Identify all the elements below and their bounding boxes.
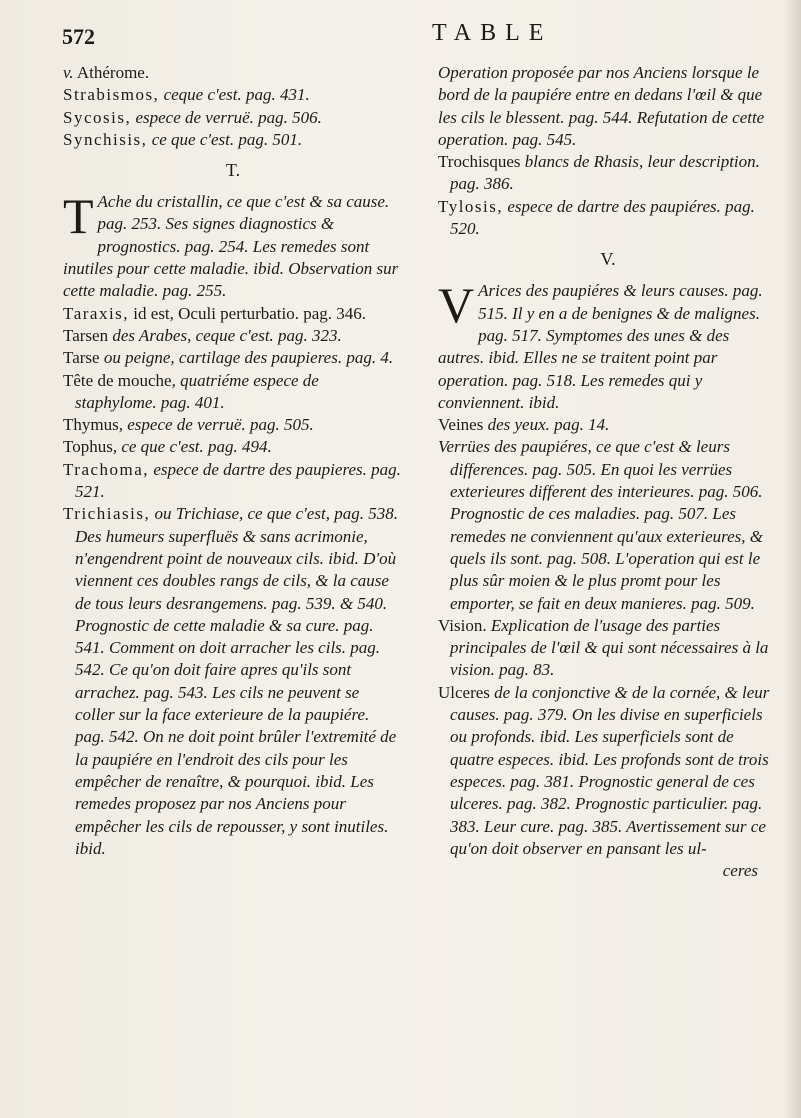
entry-text: des Arabes, ceque c'est. pag. 323. [108,325,342,345]
entry-text: Explication de l'usage des parties principales de l'œil & qui sont nécessaires à la vision. pag. 83. [450,615,769,680]
running-head [62,22,762,62]
index-entry [63,436,403,458]
index-entry [438,682,778,860]
page-number: 572 [62,24,95,49]
entry-lead: Trichiasis, [63,504,151,524]
entry-lead: Thymus [63,415,119,435]
entry-lead: Tophus [63,437,113,457]
section-letter-t: T. [225,160,241,181]
index-entry [63,503,403,860]
entry-lead: Trochisques [438,152,521,172]
entry-text: de la conjonctive & de la cornée, & leur causes. pag. 379. On les divise en superficiels ou profonds. ibid. Les superficiels sont de quatre especes. ibid. Les profonds sont de trois especes. pag. 381. Prognostic general de ces ulceres. pag. 382. Prognostic particulier. pag. 383. Leur cure. pag. 385. Avertissement sur ce qu'on doit observer en pansant les ul- [450,682,770,858]
entry-lead: Verrües [438,437,490,457]
catchword: ceres [722,861,758,881]
index-entry [438,414,778,436]
entry-text: Athérome. [73,63,150,82]
entry-text: des yeux. pag. 14. [483,415,610,435]
drop-cap: V [438,277,475,334]
index-entry [63,414,403,436]
entry-text: , ce que c'est. pag. 494. [112,437,272,457]
entry-text: Arices des paupiéres & leurs causes. pag. 515. Il y en a de benignes & de malignes. pag. 517. Symptomes des unes & des autres. ibid. Elles ne se traitent point par operation. pag. 518. Les remedes qui y conviennent. ibid. [438,281,763,412]
entry-lead: Veines [438,415,484,435]
entry-text: espece de dartre des paupiéres. pag. 520. [450,196,755,239]
entry-text: ce que c'est. pag. 501. [147,129,303,149]
index-entry [63,129,403,151]
running-title: TABLE [432,20,553,46]
entry-lead: Vision. [438,615,487,635]
index-entry [438,62,778,151]
index-entry [63,62,403,84]
entry-text: ou Trichiase, ce que c'est, pag. 538. Des humeurs superfluës & sans acrimonie, n'engendrent point de nouveaux cils. ibid. D'où viennent ces doubles rangs de cils, & la cause de tous leurs desrangemens. pag. 539. & 540. Prognostic de cette maladie & sa cure. pag. 541. Comment on doit arracher les cils. pag. 542. Ce qu'on doit faire apres qu'ils sont arrachez. pag. 543. Les cils ne peuvent se coller sur la face exterieure de la paupiére. pag. 542. On ne doit point brûler l'extremité de la paupiére en l'endroit des cils pour les empêcher de renaître, & pourquoi. ibid. Les remedes proposez par nos Anciens pour empêcher les cils de repousser, y sont inutiles. ibid. [75,504,398,858]
entry-text: Ache du cristallin, ce que c'est & sa cause. pag. 253. Ses signes diagnostics & prognostics. pag. 254. Les remedes sont inutiles pour cette maladie. ibid. Observation sur cette maladie. pag. 255. [63,192,399,301]
entry-lead: Ulceres [438,682,490,702]
entry-lead: Tête de mouche [63,370,172,390]
entry-text: ou peigne, cartilage des paupieres. pag. 4. [99,348,394,368]
entry-text: espece de dartre des paupieres. pag. 521. [75,459,401,502]
entry-text: , quatriéme espece de staphylome. pag. 401. [75,370,319,412]
dropcap-entry [438,277,778,414]
entry-text: id est, Oculi perturbatio. pag. 346. [129,303,367,323]
entry-text: blancs de Rhasis, leur description. pag. 386. [450,152,760,194]
index-entry [63,459,403,504]
entry-lead: Sycosis, [63,107,132,127]
entry-text: , espece de verruë. pag. 505. [118,415,314,435]
page-edge-shadow [783,0,801,1118]
entry-lead: Tarse [63,348,100,368]
drop-cap: T [63,188,94,245]
index-entry [63,347,403,369]
entry-lead: Synchisis, [63,129,148,149]
entry-text: Operation proposée par nos Anciens lorsque le bord de la paupiére entre en dedans l'œil & que les cils le blessent. pag. 544. Refutation de cette operation. pag. 545. [438,63,765,149]
entry-lead: Tylosis, [438,196,504,216]
left-column [63,62,403,860]
entry-lead: Tarsen [63,325,109,345]
dropcap-entry [63,188,403,302]
entry-lead: Taraxis, [63,303,130,323]
right-column [438,62,778,882]
index-entry [438,436,778,614]
entry-text: espece de verruë. pag. 506. [131,107,322,127]
entry-lead: Trachoma, [63,459,150,479]
entry-text: ceque c'est. pag. 431. [159,85,310,105]
entry-text: des paupiéres, ce que c'est & leurs differences. pag. 505. En quoi les verrües exterieures different des interieures. pag. 506. Prognostic de ces maladies. pag. 507. Les remedes ne conviennent qu'aux exterieures, & quels ils sont. pag. 508. L'operation qui est le plus sûr moien & le plus promt pour les emporter, se fait en deux manieres. pag. 509. [450,437,763,613]
index-entry [63,325,403,347]
index-entry [438,151,778,196]
index-entry [438,196,778,241]
index-entry [63,303,403,325]
index-entry [63,107,403,129]
index-entry [63,84,403,106]
section-letter-v: V. [600,249,616,270]
index-entry [63,370,403,415]
entry-lead: Strabismos, [63,85,160,105]
entry-lead: v. [63,63,74,82]
index-entry [438,615,778,682]
